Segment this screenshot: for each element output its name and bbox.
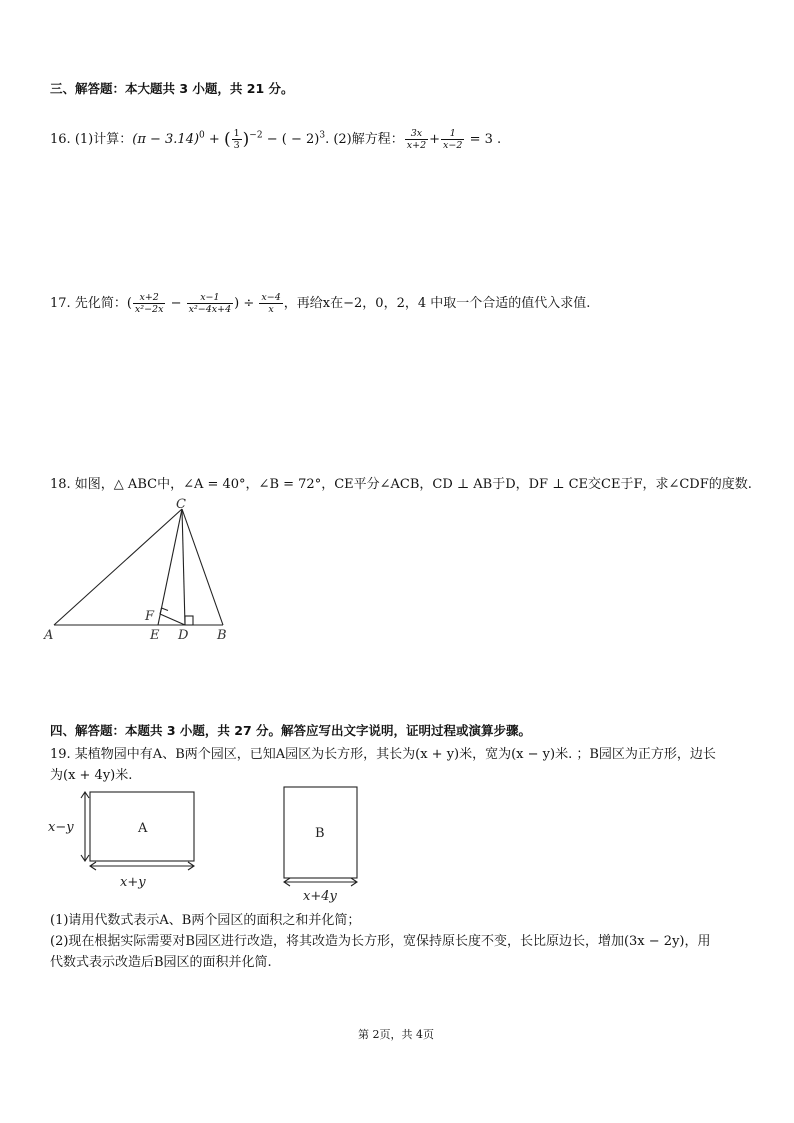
q16-part2-label: (2)解方程： [333,132,404,147]
question-18: 18. 如图，△ ABC中，∠A = 40°，∠B = 72°，CE平分∠ACB，CD ⊥ AB于D，DF ⊥ CE交CE于F，求∠CDF的度数. [50,477,752,492]
q17-number: 17. [50,296,71,311]
right-angle-d [185,616,193,625]
q16-fraction-2: $\frac{1}{x-2}$ [443,128,463,151]
q19-garden-b-figure [278,782,368,907]
q16-exp-neg2: −2 [249,130,263,141]
label-b: B [217,628,227,643]
q19-garden-a-figure [45,785,205,895]
label-d: D [178,628,189,643]
q16-plus: + [208,132,220,147]
q16-exp-3: 3 [319,130,326,141]
label-f: F [145,609,155,624]
q19-part-2-line-1: (2)现在根据实际需要对B园区进行改造，将其改造为长方形，宽保持原长度不变，长比原边长，增加(3x − 2y)，用 [50,934,711,949]
q16-number: 16. [50,132,71,147]
segment-bc [182,509,223,625]
garden-b-label: B [315,826,325,841]
question-19-line-2: 为(x + 4y)米. [50,768,133,783]
q16-exp-0: 0 [199,130,205,141]
garden-a-height-label: x−y [48,820,74,835]
q17-rest: ，再给x在−2，0，2，4 中取一个合适的值代入求值. [283,296,591,311]
q16-equals: = 3 . [469,132,502,147]
question-19-line-1: 19. 某植物园中有A、B两个园区，已知A园区为长方形，其长为(x + y)米，宽为(x − y)米. ；B园区为正方形，边长 [50,747,716,762]
q16-expr-a: (π − 3.14) [132,132,200,147]
q19-part-1: (1)请用代数式表示A、B两个园区的面积之和并化简； [50,913,361,928]
label-e: E [150,628,160,643]
question-16: 16. (1)计算：$(\pi - 3.14)^0$ + ( $\frac{1}{3}$ )$^{-2}$ − ( − 2)$^3$. (2)解方程： $\frac{3x}{x+2}$ + $\frac{1}{x-2}$ = 3 . [50,128,502,151]
q17-fraction-3: $\frac{x-4}{x}$ [261,292,281,315]
question-17: 17. 先化简：( $\frac{x+2}{\text{x²−2x}}$ − $\frac{x-1}{\text{x²−4x+4}}$ ) ÷ $\frac{x-4}{x}$ ，再给x在−2，0，2，4 中取一个合适的值代入求值. [50,292,591,315]
q16-fraction-1: $\frac{3x}{x+2}$ [406,128,427,151]
section-3-title: 三、解答题：本大题共 3 小题，共 21 分。 [50,81,294,96]
label-a: A [44,628,54,643]
garden-a-label: A [138,821,148,836]
segment-df [160,614,185,625]
q17-fraction-2: $\frac{x-1}{\text{x²−4x+4}}$ [188,292,232,315]
q18-triangle-figure [40,495,250,645]
q16-minus-term: − ( − 2) [266,132,320,147]
page-footer: 第 2页，共 4页 [358,1028,434,1041]
label-c: C [176,497,186,512]
section-4-title: 四、解答题：本题共 3 小题，共 27 分。解答应写出文字说明，证明过程或演算步骤。 [50,723,532,738]
q17-fraction-1: $\frac{x+2}{\text{x²−2x}}$ [134,292,164,315]
right-angle-f [160,608,168,614]
q19-part-2-line-2: 代数式表示改造后B园区的面积并化简. [50,955,272,970]
q17-label: 先化简：( [74,296,132,311]
garden-b-width-label: x+4y [303,889,337,904]
garden-a-width-label: x+y [120,875,146,890]
q16-fraction-one-third: $\frac{1}{3}$ [233,128,240,151]
segment-ac [54,509,182,625]
q16-part1-label: (1)计算： [74,132,133,147]
segment-cd [182,509,185,625]
